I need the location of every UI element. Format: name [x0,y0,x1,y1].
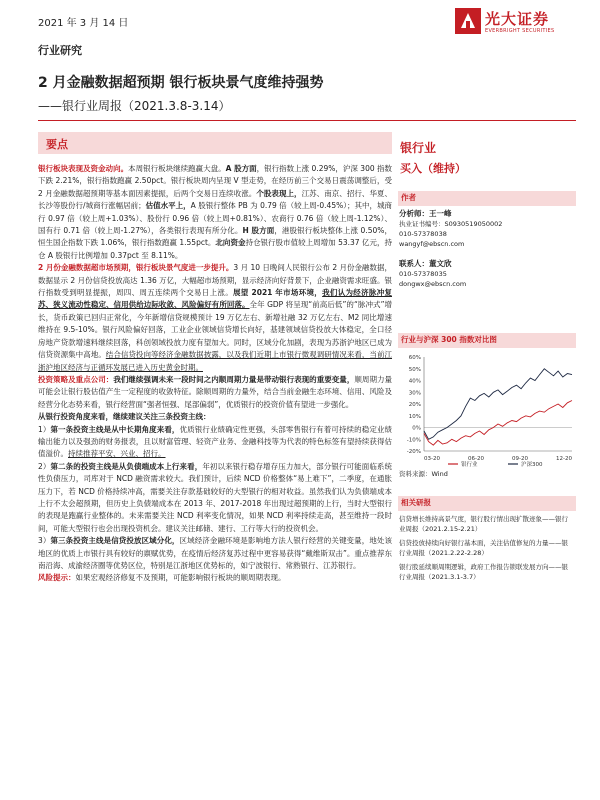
related-item[interactable]: 信贷投放持续向好银行基本面，关注估值修复的力量——银行业周报（2021.2.22-2.28） [399,539,568,557]
header-divider [38,120,576,121]
related-item[interactable]: 银行股延续顺周期逻辑，政府工作报告锁联发展方向——银行业周报（2021.3.1-3.7） [399,563,568,581]
author1-cert: 执业证书编号：S0930519050002 [399,220,503,228]
related-list [399,514,574,582]
author2-name: 联系人：董文欣 [399,259,452,268]
chart-label: 行业与沪深 300 指数对比图 [401,335,497,344]
paragraph-strategy: 投资策略及重点公司：我们继续强调未来一段时间之内顺周期力量是带动银行表现的重要变量，顺周期力量可能会让银行股估值产生一定程度的收敛特征。除顺周期的力量外，结合当前金融生态环境、信用、风险及经营分化态势来看，银行经营面“强者恒强、尾部偏弱”，优质银行的投资价值有望进一步强化。 [38,374,393,409]
related-item[interactable]: 信贷增长维持高景气度，银行股行情出现扩散迹象——银行业周报（2021.2.15-2.21） [399,515,568,533]
logo-subtext: EVERBRIGHT SECURITIES [485,28,555,34]
report-subtitle: ——银行业周报（2021.3.8-3.14） [38,99,231,113]
y-tick-label: -10% [406,437,421,444]
related-header [398,496,576,511]
sidebar-industry: 银行业 [400,141,437,155]
y-tick-label: 50% [408,366,421,373]
y-tick-label: 40% [408,378,421,385]
key-points-body [38,163,392,585]
investment-line-3: 3）第三条投资主线是信贷投放区域分化，区域经济金融环境是影响地方法人银行经营的关键变量，地处该地区的优质上市银行具有较好的禀赋优势，在疫情后经济复苏过程中更容易获得“戴维斯双击”。重点推荐东南沿海、成渝经济圈等优势区位，特别是江浙地区优势标的，如宁波银行、常熟银行、江苏银行。 [38,536,393,570]
paragraph-financial-data: 2 月份金融数据超市场预期，银行板块景气度进一步提升。3 月 10 日晚间人民银行公布 2 月份金融数据，数据显示 2 月份信贷投放高达 1.36 万亿，大幅超市场预期，显示经济向好背景下，企业融资需求旺盛。银行指数受到明显提振，周四、周五连续两个交易日上涨。展望 2021 年市场环境，我们认为经济脉冲复苏、狭义流动性稳定、信用供给边际收敛、风险偏好有所回落。全年 GDP 将呈现“前高后低”的“脉冲式”增长，货币政策已回归正常化，今年新增信贷规模预计 19 万亿左右、新增社融 32 万亿左右、M2 同比增速维持在 9.5-10%。银行风险偏好回落，工业企业领域信贷增长向好，基建领域信贷投放大体稳定，全口径房地产贷款增速料继续回落，科创领域投放力度有望加大。同时，区域分化加剧，表现为苏浙沪地区已成为信贷资源集中高地。结合信贷投向等经济金融数据披露，以及我们近期上市银行微观调研情况来看，当前江浙沪地区经济与正循环发展已进入历史黄金时期。 [38,263,393,372]
y-tick-label: 10% [408,413,421,420]
author2-email[interactable]: dongwx@ebscn.com [399,280,467,288]
chart-source: 资料来源：Wind [399,470,448,478]
x-tick-label: 12-20 [556,456,572,462]
y-tick-label: 0% [412,425,421,432]
series-line-csi300 [424,369,572,440]
logo-mark-icon [455,8,481,34]
paragraph-investment-lines: 从银行投资角度来看，继续建议关注三条投资主线： [38,412,211,422]
author1-name: 分析师：王一峰 [399,209,452,218]
x-tick-label: 03-20 [424,456,440,462]
sidebar-rating: 买入（维持） [400,162,466,175]
authors-label: 作者 [401,193,416,202]
investment-line-1: 1）第一条投资主线是从中长期角度来看，优质银行业绩确定性更强，头部零售银行有着可持续的稳定业绩输出能力以及强劲的财务报表，且以财富管理、轻资产业务、金融科技等为代表的特色标签有望持续获得估值溢价。持续推荐平安、兴业、招行。 [38,424,393,459]
paragraph-performance: 银行板块表现及资金动向。本周银行板块继续跑赢大盘。A 股方面，银行指数上涨 0.29%，沪深 300 指数下跌 2.21%，银行指数跑赢 2.50pct。银行板块周内呈现 V 型走势，在经历前三个交易日震荡调整后，受 2 月金融数据超预期等基本面因素提振，后两个交易日连续收涨。个股表现上，江苏、南京、招行、华夏、长沙等股份行/城商行涨幅居前；估值水平上，A 股银行整体 PB 为 0.79 倍（较上周-0.45%）；其中，城商行 0.97 倍（较上周+1.03%）、股份行 0.96 倍（较上周+0.81%）、农商行 0.76 倍（较上周-1.12%）、国有行 0.71 倍（较上周-1.27%），各类银行表现有所分化。H 股方面，港股银行板块整体上涨 0.50%，恒生国企指数下跌 1.06%，银行指数跑赢 1.55pct。北向资金持仓银行股市值较上周增加 53.37 亿元，持仓 A 股银行比例增加 0.37pct 至 8.11%。 [38,164,393,260]
y-tick-label: 30% [408,390,421,397]
legend-label: 银行业 [461,462,478,467]
key-points-header [38,132,392,154]
key-points-label: 要点 [46,138,68,151]
comparison-chart [398,351,576,467]
report-title: 2 月金融数据超预期 银行板块景气度维持强势 [38,75,324,91]
legend-label: 沪深300 [521,462,543,467]
brand-logo [455,6,575,40]
related-label: 相关研报 [401,498,431,507]
y-tick-label: 20% [408,402,421,408]
risk-warning: 风险提示：如果宏观经济修复不及预期，可能影响银行板块的顺周期表现。 [38,573,286,583]
y-tick-label: 60% [408,355,421,361]
x-tick-label: 09-20 [512,456,528,462]
logo-text: 光大证券 [485,10,550,28]
report-date: 2021 年 3 月 14 日 [38,18,129,29]
chart-header [398,333,576,348]
authors-block [399,209,574,289]
report-category: 行业研究 [38,44,82,57]
author1-phone: 010-57378038 [399,230,447,238]
series-line-bank [424,401,572,446]
author1-email[interactable]: wangyf@ebscn.com [399,240,465,248]
authors-spacer [399,249,574,259]
investment-line-2: 2）第二条的投资主线是从负债端成本上行来看，年初以来银行稳存增存压力加大，部分银行可能面临系统性负债压力，司库对于 NCD 融资需求较大。我们预计，后续 NCD 价格整体“易上难下”，二季度，在通胀压力下，若 NCD 价格持续冲高，需要关注存款基础较好的大型银行的相对收益。虽然我们认为负债端成本上行不太会超预期，但历史上负债端成本在 2013 年、2017-2018 年出现过超预期的上行，当时大型银行的表现是跑赢行业整体的。未来需要关注 NCD 利率变化情况，如果 NCD 利率持续走高，甚至维持一段时间，可能大型银行也会出现投资机会。建议关注邮储、建行、工行等大行的投资机会。 [38,461,393,533]
y-tick-label: -20% [406,449,421,455]
authors-header [398,191,576,206]
author2-phone: 010-57378035 [399,270,447,278]
x-tick-label: 06-20 [468,456,484,462]
